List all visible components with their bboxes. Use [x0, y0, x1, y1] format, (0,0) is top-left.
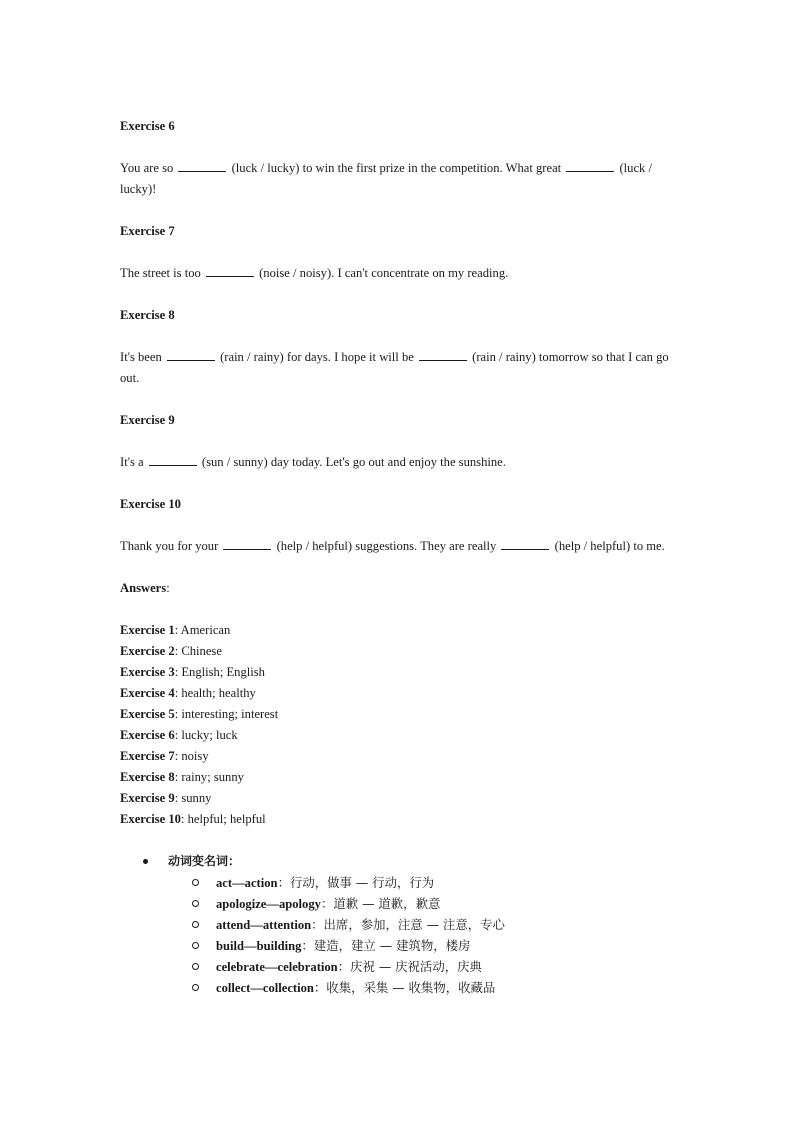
answer-item: Exercise 8: rainy; sunny — [120, 770, 244, 784]
bullet-icon — [143, 859, 148, 864]
exercise-6-title: Exercise 6 — [120, 119, 175, 133]
answer-item: Exercise 10: helpful; helpful — [120, 812, 266, 826]
exercise-9-text: It's a (sun / sunny) day today. Let's go out and enjoy the sunshine. — [120, 455, 506, 469]
vocab-item: build—building：建造，建立 — 建筑物，楼房 — [120, 935, 680, 956]
circle-bullet-icon — [192, 921, 199, 928]
vocab-list — [120, 851, 680, 998]
circle-bullet-icon — [192, 942, 199, 949]
answer-item: Exercise 1: American — [120, 623, 231, 637]
answer-item: Exercise 4: health; healthy — [120, 686, 256, 700]
vocab-item: attend—attention：出席，参加，注意 — 注意，专心 — [120, 914, 680, 935]
exercise-9-title: Exercise 9 — [120, 413, 175, 427]
answer-blank — [566, 159, 614, 172]
exercise-10-text: Thank you for your (help / helpful) suggestions. They are really (help / helpful) to me. — [120, 539, 665, 553]
exercise-6-text: You are so (luck / lucky) to win the first prize in the competition. What great (luck / lucky)! — [120, 161, 652, 196]
answer-blank — [206, 264, 254, 277]
answer-blank — [501, 537, 549, 550]
answer-blank — [167, 348, 215, 361]
vocab-item: act—action：行动，做事 — 行动，行为 — [120, 872, 680, 893]
answer-item: Exercise 5: interesting; interest — [120, 707, 279, 721]
circle-bullet-icon — [192, 963, 199, 970]
answer-item: Exercise 7: noisy — [120, 749, 209, 763]
vocab-item: collect—collection：收集，采集 — 收集物，收藏品 — [120, 977, 680, 998]
circle-bullet-icon — [192, 984, 199, 991]
answer-list — [120, 620, 680, 830]
answer-blank — [178, 159, 226, 172]
vocab-item: celebrate—celebration：庆祝 — 庆祝活动，庆典 — [120, 956, 680, 977]
answer-blank — [419, 348, 467, 361]
exercise-8-title: Exercise 8 — [120, 308, 175, 322]
answers-title: Answers: — [120, 581, 170, 595]
exercise-7-title: Exercise 7 — [120, 224, 175, 238]
vocab-heading: 动词变名词： — [120, 851, 680, 872]
exercise-10-title: Exercise 10 — [120, 497, 181, 511]
circle-bullet-icon — [192, 900, 199, 907]
exercise-7-text: The street is too (noise / noisy). I can't concentrate on my reading. — [120, 266, 509, 280]
vocab-item: apologize—apology：道歉 — 道歉，歉意 — [120, 893, 680, 914]
document-page — [120, 116, 680, 998]
circle-bullet-icon — [192, 879, 199, 886]
answer-item: Exercise 9: sunny — [120, 791, 212, 805]
answer-blank — [149, 453, 197, 466]
exercise-8-text: It's been (rain / rainy) for days. I hope it will be (rain / rainy) tomorrow so that I can go out. — [120, 350, 669, 385]
answer-item: Exercise 3: English; English — [120, 665, 265, 679]
answer-blank — [223, 537, 271, 550]
answer-item: Exercise 2: Chinese — [120, 644, 222, 658]
answer-item: Exercise 6: lucky; luck — [120, 728, 238, 742]
